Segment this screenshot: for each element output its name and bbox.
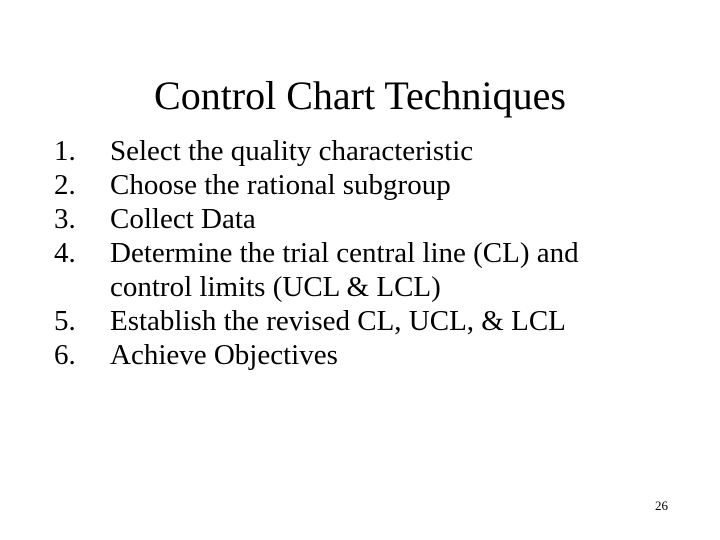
list-item: [54, 202, 674, 236]
list-item-text: Achieve Objectives: [110, 339, 338, 371]
list-item-number: 2.: [54, 169, 76, 201]
list-item-number: 4.: [54, 237, 76, 269]
numbered-list: [54, 134, 674, 372]
list-item: [54, 236, 674, 304]
list-item: [54, 134, 674, 168]
list-item-text: [110, 236, 674, 304]
list-item: [54, 168, 674, 202]
page-number: 26: [655, 498, 668, 513]
list-item-text-line-1: Determine the trial central line (CL) and: [110, 237, 579, 269]
list-item-text: Establish the revised CL, UCL, & LCL: [110, 305, 566, 337]
list-item: [54, 304, 674, 338]
list-item-number: 1.: [54, 135, 76, 167]
list-item-text-line-2: control limits (UCL & LCL): [110, 271, 441, 303]
list-item-text: Collect Data: [110, 203, 256, 235]
list-item-number: 6.: [54, 339, 76, 371]
list-item-text: Choose the rational subgroup: [110, 169, 451, 201]
list-item-text: Select the quality characteristic: [110, 135, 474, 167]
list-item-number: 5.: [54, 305, 76, 337]
list-item: [54, 338, 674, 372]
list-item-number: 3.: [54, 203, 76, 235]
slide-title: Control Chart Techniques: [154, 73, 566, 118]
